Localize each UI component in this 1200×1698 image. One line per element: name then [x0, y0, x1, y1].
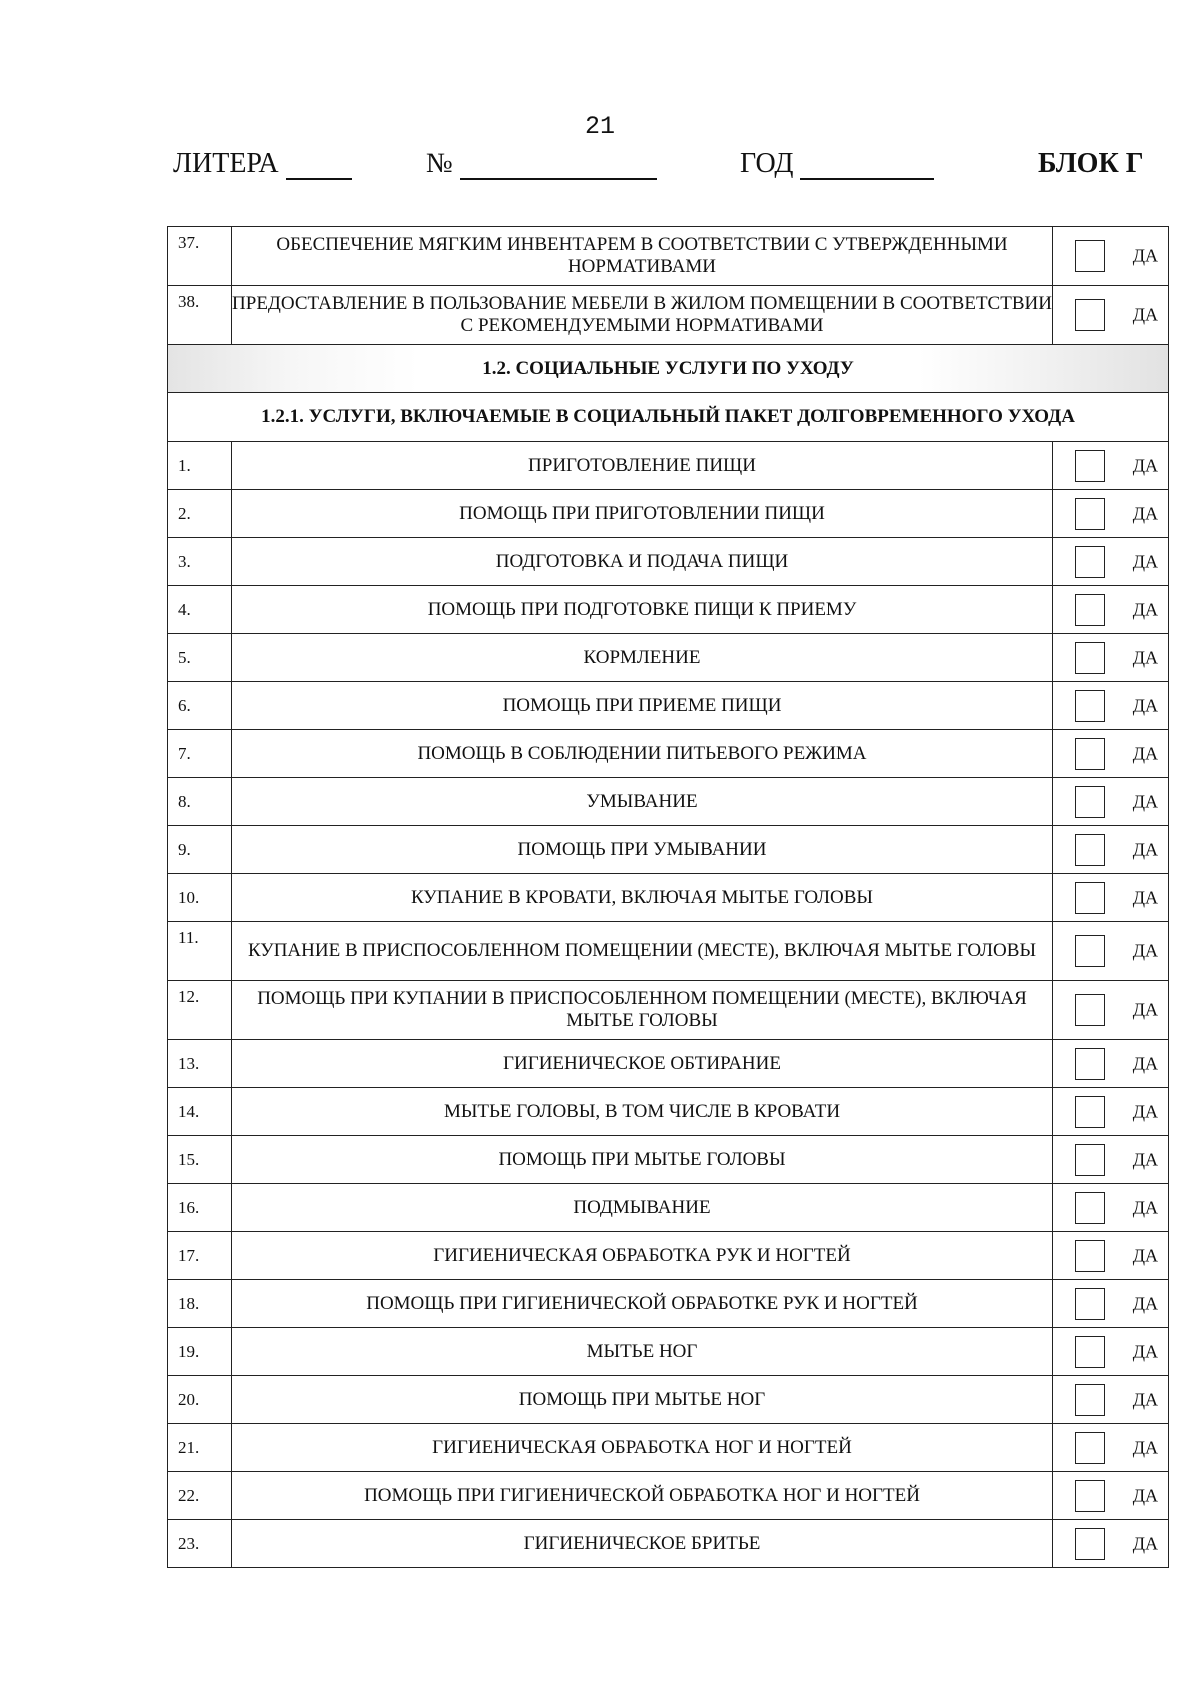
service-name: ГИГИЕНИЧЕСКАЯ ОБРАБОТКА РУК И НОГТЕЙ: [232, 1232, 1053, 1280]
table-row: [168, 874, 1169, 922]
yes-cell: [1053, 490, 1169, 538]
yes-checkbox[interactable]: [1075, 642, 1105, 674]
yes-cell: [1053, 1376, 1169, 1424]
yes-cell: [1053, 1472, 1169, 1520]
row-number: 11.: [168, 922, 232, 981]
row-number: 12.: [168, 981, 232, 1040]
yes-cell: [1053, 922, 1169, 981]
yes-cell: [1053, 586, 1169, 634]
yes-label: ДА: [1132, 743, 1158, 763]
table-row: [168, 490, 1169, 538]
row-number: 10.: [168, 874, 232, 922]
year-blank[interactable]: [800, 150, 934, 180]
row-number: 7.: [168, 730, 232, 778]
yes-label: ДА: [1132, 503, 1158, 523]
row-number: 6.: [168, 682, 232, 730]
subsection-title: 1.2.1. УСЛУГИ, ВКЛЮЧАЕМЫЕ В СОЦИАЛЬНЫЙ ПАКЕТ ДОЛГОВРЕМЕННОГО УХОДА: [168, 393, 1169, 442]
page-number: 21: [584, 112, 615, 141]
yes-checkbox[interactable]: [1075, 1432, 1105, 1464]
row-number: 5.: [168, 634, 232, 682]
table-row: [168, 538, 1169, 586]
yes-checkbox[interactable]: [1075, 1384, 1105, 1416]
service-name: ПРИГОТОВЛЕНИЕ ПИЩИ: [232, 442, 1053, 490]
row-number: 1.: [168, 442, 232, 490]
service-name: КУПАНИЕ В КРОВАТИ, ВКЛЮЧАЯ МЫТЬЕ ГОЛОВЫ: [232, 874, 1053, 922]
yes-label: ДА: [1132, 1053, 1158, 1073]
yes-cell: [1053, 1136, 1169, 1184]
table-row: [168, 1472, 1169, 1520]
yes-checkbox[interactable]: [1075, 738, 1105, 770]
yes-cell: [1053, 1040, 1169, 1088]
yes-label: ДА: [1132, 1533, 1158, 1553]
service-name: ГИГИЕНИЧЕСКОЕ ОБТИРАНИЕ: [232, 1040, 1053, 1088]
yes-checkbox[interactable]: [1075, 1288, 1105, 1320]
form-header: [0, 148, 1200, 188]
service-name: ПОДМЫВАНИЕ: [232, 1184, 1053, 1232]
yes-label: ДА: [1132, 1101, 1158, 1121]
yes-checkbox[interactable]: [1075, 1336, 1105, 1368]
table-row: [168, 1520, 1169, 1568]
yes-cell: [1053, 1424, 1169, 1472]
service-name: ПОМОЩЬ ПРИ МЫТЬЕ ГОЛОВЫ: [232, 1136, 1053, 1184]
service-name: ПОДГОТОВКА И ПОДАЧА ПИЩИ: [232, 538, 1053, 586]
service-name: ГИГИЕНИЧЕСКОЕ БРИТЬЕ: [232, 1520, 1053, 1568]
table-row: [168, 586, 1169, 634]
table-row: [168, 634, 1169, 682]
yes-label: ДА: [1132, 1389, 1158, 1409]
row-number: 37.: [168, 227, 232, 286]
yes-label: ДА: [1132, 599, 1158, 619]
table-row: [168, 227, 1169, 286]
yes-checkbox[interactable]: [1075, 935, 1105, 967]
yes-label: ДА: [1132, 1197, 1158, 1217]
row-number: 9.: [168, 826, 232, 874]
table-row: [168, 286, 1169, 345]
yes-checkbox[interactable]: [1075, 546, 1105, 578]
yes-label: ДА: [1132, 245, 1158, 266]
yes-label: ДА: [1132, 1437, 1158, 1457]
yes-checkbox[interactable]: [1075, 1480, 1105, 1512]
table-row: [168, 1280, 1169, 1328]
yes-label: ДА: [1132, 695, 1158, 715]
section-title: 1.2. СОЦИАЛЬНЫЕ УСЛУГИ ПО УХОДУ: [168, 345, 1169, 393]
yes-label: ДА: [1132, 940, 1158, 961]
table-row: [168, 981, 1169, 1040]
table-row: [168, 1376, 1169, 1424]
yes-label: ДА: [1132, 647, 1158, 667]
row-number: 13.: [168, 1040, 232, 1088]
table-row: [168, 1040, 1169, 1088]
yes-checkbox[interactable]: [1075, 690, 1105, 722]
litera-blank[interactable]: [286, 150, 352, 180]
yes-cell: [1053, 634, 1169, 682]
yes-label: ДА: [1132, 304, 1158, 325]
table-row: [168, 922, 1169, 981]
service-name: ПОМОЩЬ ПРИ ГИГИЕНИЧЕСКОЙ ОБРАБОТКА НОГ И НОГТЕЙ: [232, 1472, 1053, 1520]
yes-cell: [1053, 442, 1169, 490]
table-row: [168, 1232, 1169, 1280]
yes-cell: [1053, 778, 1169, 826]
service-name: ПОМОЩЬ ПРИ УМЫВАНИИ: [232, 826, 1053, 874]
services-table: [167, 226, 1169, 1568]
row-number: 22.: [168, 1472, 232, 1520]
litera-field: [173, 148, 352, 180]
service-name: ПОМОЩЬ В СОБЛЮДЕНИИ ПИТЬЕВОГО РЕЖИМА: [232, 730, 1053, 778]
service-name: ПОМОЩЬ ПРИ ПРИЕМЕ ПИЩИ: [232, 682, 1053, 730]
yes-checkbox[interactable]: [1075, 1144, 1105, 1176]
yes-cell: [1053, 227, 1169, 286]
year-field: [740, 148, 934, 180]
service-name: ПОМОЩЬ ПРИ ПРИГОТОВЛЕНИИ ПИЩИ: [232, 490, 1053, 538]
yes-checkbox[interactable]: [1075, 834, 1105, 866]
yes-cell: [1053, 730, 1169, 778]
yes-checkbox[interactable]: [1075, 1096, 1105, 1128]
yes-label: ДА: [1132, 839, 1158, 859]
row-number: 4.: [168, 586, 232, 634]
table-row: [168, 1328, 1169, 1376]
table-row: [168, 1424, 1169, 1472]
yes-checkbox[interactable]: [1075, 882, 1105, 914]
yes-label: ДА: [1132, 1149, 1158, 1169]
yes-cell: [1053, 1232, 1169, 1280]
yes-label: ДА: [1132, 1245, 1158, 1265]
block-label: БЛОК Г: [1038, 148, 1144, 179]
litera-label: ЛИТЕРА: [173, 148, 279, 179]
row-number: 15.: [168, 1136, 232, 1184]
table-row: [168, 442, 1169, 490]
yes-label: ДА: [1132, 1293, 1158, 1313]
section-header-row: [168, 345, 1169, 393]
yes-cell: [1053, 538, 1169, 586]
row-number: 8.: [168, 778, 232, 826]
service-name: МЫТЬЕ ГОЛОВЫ, В ТОМ ЧИСЛЕ В КРОВАТИ: [232, 1088, 1053, 1136]
yes-label: ДА: [1132, 999, 1158, 1020]
yes-checkbox[interactable]: [1075, 1048, 1105, 1080]
table-row: [168, 826, 1169, 874]
yes-checkbox[interactable]: [1075, 299, 1105, 331]
row-number: 14.: [168, 1088, 232, 1136]
year-label: ГОД: [740, 148, 794, 179]
yes-cell: [1053, 981, 1169, 1040]
number-field: [426, 148, 657, 180]
table-row: [168, 730, 1169, 778]
row-number: 18.: [168, 1280, 232, 1328]
number-blank[interactable]: [460, 150, 657, 180]
yes-checkbox[interactable]: [1075, 594, 1105, 626]
row-number: 21.: [168, 1424, 232, 1472]
service-name: ПОМОЩЬ ПРИ КУПАНИИ В ПРИСПОСОБЛЕННОМ ПОМЕЩЕНИИ (МЕСТЕ), ВКЛЮЧАЯ МЫТЬЕ ГОЛОВЫ: [232, 981, 1053, 1040]
yes-label: ДА: [1132, 1341, 1158, 1361]
yes-cell: [1053, 1184, 1169, 1232]
row-number: 3.: [168, 538, 232, 586]
service-name: КОРМЛЕНИЕ: [232, 634, 1053, 682]
yes-cell: [1053, 1088, 1169, 1136]
service-name: МЫТЬЕ НОГ: [232, 1328, 1053, 1376]
row-number: 38.: [168, 286, 232, 345]
yes-label: ДА: [1132, 791, 1158, 811]
yes-label: ДА: [1132, 887, 1158, 907]
service-name: ПРЕДОСТАВЛЕНИЕ В ПОЛЬЗОВАНИЕ МЕБЕЛИ В ЖИЛОМ ПОМЕЩЕНИИ В СООТВЕТСТВИИ С РЕКОМЕНДУЕМЫМИ НОРМАТИВАМИ: [232, 286, 1053, 345]
yes-cell: [1053, 1328, 1169, 1376]
yes-checkbox[interactable]: [1075, 1240, 1105, 1272]
table-row: [168, 1136, 1169, 1184]
yes-cell: [1053, 1520, 1169, 1568]
yes-label: ДА: [1132, 1485, 1158, 1505]
yes-cell: [1053, 826, 1169, 874]
row-number: 23.: [168, 1520, 232, 1568]
yes-cell: [1053, 286, 1169, 345]
service-name: ГИГИЕНИЧЕСКАЯ ОБРАБОТКА НОГ И НОГТЕЙ: [232, 1424, 1053, 1472]
table-row: [168, 1088, 1169, 1136]
row-number: 17.: [168, 1232, 232, 1280]
service-name: ПОМОЩЬ ПРИ МЫТЬЕ НОГ: [232, 1376, 1053, 1424]
table-row: [168, 682, 1169, 730]
yes-cell: [1053, 874, 1169, 922]
yes-checkbox[interactable]: [1075, 450, 1105, 482]
table-row: [168, 778, 1169, 826]
table-row: [168, 1184, 1169, 1232]
row-number: 2.: [168, 490, 232, 538]
row-number: 20.: [168, 1376, 232, 1424]
subsection-header-row: [168, 393, 1169, 442]
yes-cell: [1053, 682, 1169, 730]
yes-label: ДА: [1132, 455, 1158, 475]
row-number: 19.: [168, 1328, 232, 1376]
yes-label: ДА: [1132, 551, 1158, 571]
row-number: 16.: [168, 1184, 232, 1232]
service-name: КУПАНИЕ В ПРИСПОСОБЛЕННОМ ПОМЕЩЕНИИ (МЕСТЕ), ВКЛЮЧАЯ МЫТЬЕ ГОЛОВЫ: [232, 922, 1053, 981]
service-name: ПОМОЩЬ ПРИ ПОДГОТОВКЕ ПИЩИ К ПРИЕМУ: [232, 586, 1053, 634]
service-name: УМЫВАНИЕ: [232, 778, 1053, 826]
service-name: ПОМОЩЬ ПРИ ГИГИЕНИЧЕСКОЙ ОБРАБОТКЕ РУК И НОГТЕЙ: [232, 1280, 1053, 1328]
yes-checkbox[interactable]: [1075, 240, 1105, 272]
yes-checkbox[interactable]: [1075, 1192, 1105, 1224]
yes-checkbox[interactable]: [1075, 786, 1105, 818]
number-label: №: [426, 148, 453, 179]
yes-checkbox[interactable]: [1075, 498, 1105, 530]
yes-cell: [1053, 1280, 1169, 1328]
yes-checkbox[interactable]: [1075, 994, 1105, 1026]
service-name: ОБЕСПЕЧЕНИЕ МЯГКИМ ИНВЕНТАРЕМ В СООТВЕТСТВИИ С УТВЕРЖДЕННЫМИ НОРМАТИВАМИ: [232, 227, 1053, 286]
yes-checkbox[interactable]: [1075, 1528, 1105, 1560]
